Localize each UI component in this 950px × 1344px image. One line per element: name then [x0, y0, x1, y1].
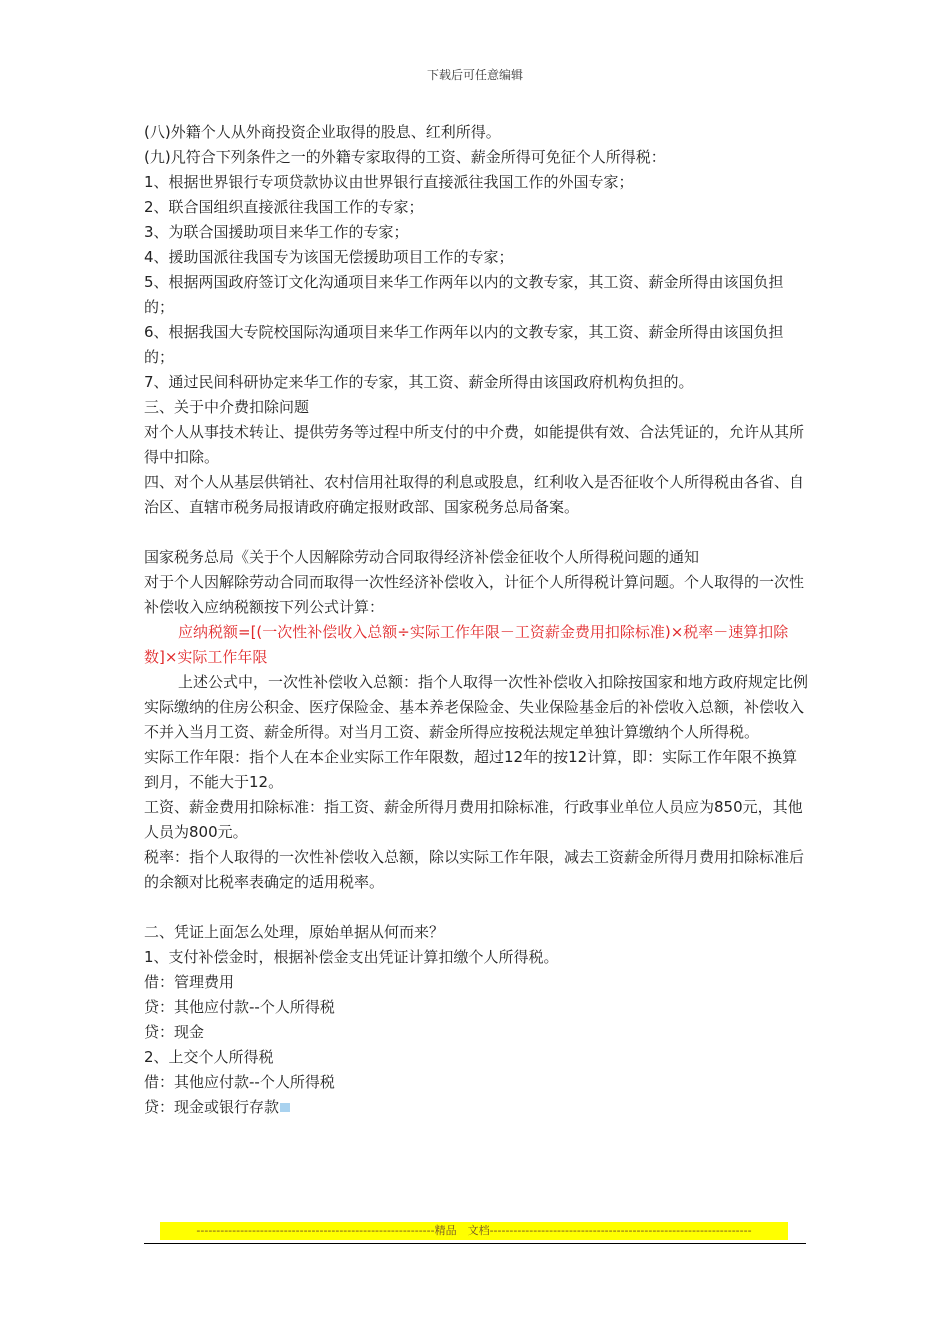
- list-item: 3、为联合国援助项目来华工作的专家；: [144, 223, 409, 241]
- list-item: 5、根据两国政府签订文化沟通项目来华工作两年以内的文教专家，其工资、薪金所得由该国负担的；: [144, 273, 784, 316]
- list-item: 1、根据世界银行专项贷款协议由世界银行直接派往我国工作的外国专家；: [144, 173, 634, 191]
- journal-entry: 贷：其他应付款--个人所得税: [144, 998, 335, 1016]
- footer-dashes-right: ------------------------------------------------------------------: [489, 1224, 752, 1237]
- journal-entry: 借：管理费用: [144, 973, 235, 991]
- journal-entry: 贷：现金: [144, 1023, 205, 1041]
- notice-title: 国家税务总局《关于个人因解除劳动合同取得经济补偿金征收个人所得税问题的通知: [144, 548, 700, 566]
- document-body: [144, 120, 812, 1120]
- list-item: 1、支付补偿金时，根据补偿金支出凭证计算扣缴个人所得税。: [144, 948, 559, 966]
- list-item: 7、通过民间科研协定来华工作的专家，其工资、薪金所得由该国政府机构负担的。: [144, 373, 694, 391]
- section-heading: 三、关于中介费扣除问题: [144, 398, 310, 416]
- section-heading: 二、凭证上面怎么处理，原始单据从何而来？: [144, 923, 445, 941]
- footer-banner: [160, 1222, 788, 1240]
- list-item: 6、根据我国大专院校国际沟通项目来华工作两年以内的文教专家，其工资、薪金所得由该国负担的；: [144, 323, 784, 366]
- paragraph: 对个人从事技术转让、提供劳务等过程中所支付的中介费，如能提供有效、合法凭证的，允许从其所得中扣除。: [144, 423, 805, 466]
- journal-entry-text: 贷：现金或银行存款: [144, 1098, 280, 1116]
- footer-dashes-left: ------------------------------------------------------------: [196, 1224, 435, 1237]
- list-item: 2、上交个人所得税: [144, 1048, 274, 1066]
- list-item: 2、联合国组织直接派往我国工作的专家；: [144, 198, 424, 216]
- paragraph: 税率：指个人取得的一次性补偿收入总额，除以实际工作年限，减去工资薪金所得月费用扣除标准后的余额对比税率表确定的适用税率。: [144, 848, 805, 891]
- paragraph: 实际工作年限：指个人在本企业实际工作年限数，超过12年的按12计算，即：实际工作年限不换算到月，不能大于12。: [144, 748, 798, 791]
- footer-rule: [144, 1243, 806, 1244]
- paragraph: (九)凡符合下列条件之一的外籍专家取得的工资、薪金所得可免征个人所得税：: [144, 148, 666, 166]
- paragraph: 四、对个人从基层供销社、农村信用社取得的利息或股息，红利收入是否征收个人所得税由各省、自治区、直辖市税务局报请政府确定报财政部、国家税务总局备案。: [144, 473, 805, 516]
- journal-entry: 借：其他应付款--个人所得税: [144, 1073, 335, 1091]
- paragraph: 上述公式中，一次性补偿收入总额：指个人取得一次性补偿收入扣除按国家和地方政府规定比例实际缴纳的住房公积金、医疗保险金、基本养老保险金、失业保险基金后的补偿收入总额，补偿收入不并入当月工资、薪金所得。对当月工资、薪金所得应按税法规定单独计算缴纳个人所得税。: [144, 673, 809, 741]
- blank-line: [144, 520, 812, 545]
- footer-label: 精品 文档: [434, 1224, 490, 1237]
- paragraph: 工资、薪金费用扣除标准：指工资、薪金所得月费用扣除标准，行政事业单位人员应为850元，其他人员为800元。: [144, 798, 803, 841]
- tax-formula: 应纳税额=[(一次性补偿收入总额÷实际工作年限－工资薪金费用扣除标准)×税率－速算扣除数]×实际工作年限: [144, 623, 789, 666]
- list-item: 4、援助国派往我国专为该国无偿援助项目工作的专家；: [144, 248, 514, 266]
- journal-entry-last: [144, 1095, 812, 1120]
- blank-line: [144, 895, 812, 920]
- paragraph: (八)外籍个人从外商投资企业取得的股息、红利所得。: [144, 123, 501, 141]
- paragraph: 对于个人因解除劳动合同而取得一次性经济补偿收入，计征个人所得税计算问题。个人取得的一次性补偿收入应纳税额按下列公式计算：: [144, 573, 805, 616]
- text-cursor-marker: [280, 1103, 290, 1112]
- page-header: 下载后可任意编辑: [426, 68, 523, 82]
